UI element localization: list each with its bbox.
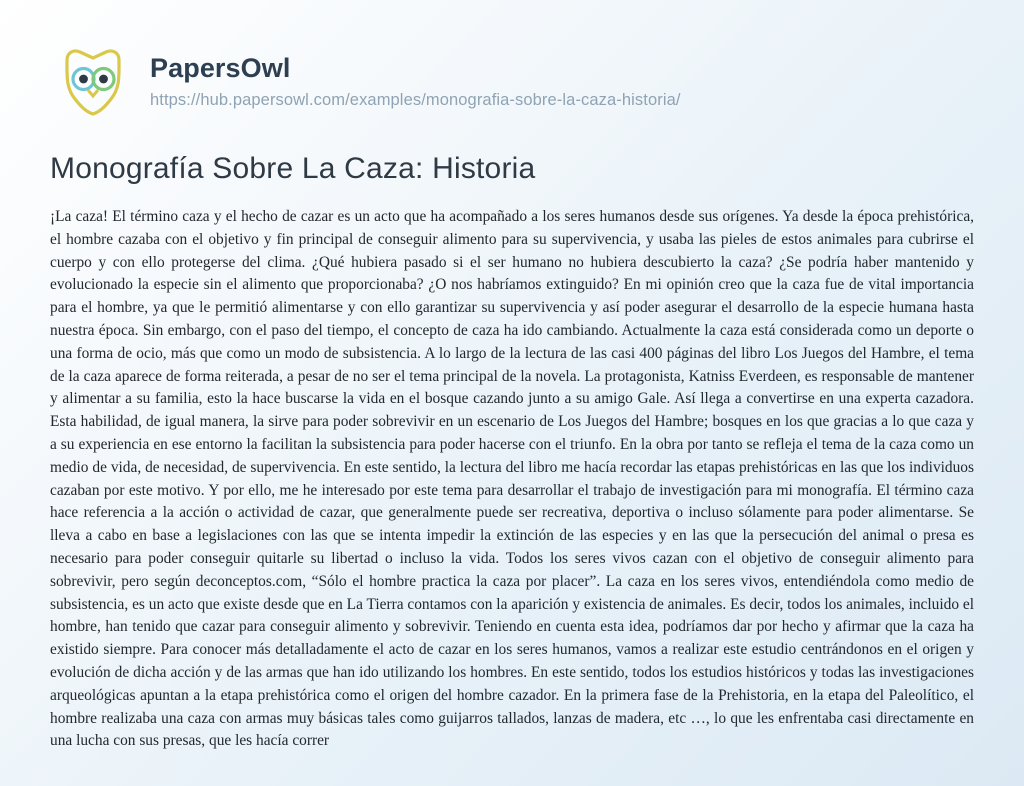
brand-block — [150, 54, 681, 110]
site-header — [48, 46, 976, 118]
page-url[interactable]: https://hub.papersowl.com/examples/monografia-sobre-la-caza-historia/ — [150, 90, 681, 109]
owl-logo-icon — [54, 46, 132, 118]
brand-name: PapersOwl — [150, 53, 291, 84]
page-title: Monografía Sobre La Caza: Historia — [50, 152, 536, 185]
document-body-text: ¡La caza! El término caza y el hecho de cazar es un acto que ha acompañado a los seres humanos desde sus orígenes. Ya desde la época prehistórica, el hombre cazaba con el objetivo y fin principal de conseguir alimento para su supervivencia, y usaba las pieles de estos animales para cubrirse el cuerpo y con ello protegerse del clima. ¿Qué hubiera pasado si el ser humano no hubiera descubierto la caza? ¿Se podría haber mantenido y evolucionado la especie sin el alimento que proporcionaba? ¿O nos habríamos extinguido? En mi opinión creo que la caza fue de vital importancia para el hombre, ya que le permitió alimentarse y con ello garantizar su supervivencia y así poder asegurar el desarrollo de la especie humana hasta nuestra época. Sin embargo, con el paso del tiempo, el concepto de caza ha ido cambiando. Actualmente la caza está considerada como un deporte o una forma de ocio, más que como un modo de subsistencia. A lo largo de la lectura de las casi 400 páginas del libro Los Juegos del Hambre, el tema de la caza aparece de forma reiterada, a pesar de no ser el tema principal de la novela. La protagonista, Katniss Everdeen, es responsable de mantener y alimentar a su familia, esto la hace buscarse la vida en el bosque cazando junto a su amigo Gale. Así llega a convertirse en una experta cazadora. Esta habilidad, de igual manera, la sirve para poder sobrevivir en un escenario de Los Juegos del Hambre; bosques en los que gracias a lo que caza y a su experiencia en ese entorno la facilitan la subsistencia para poder hacerse con el triunfo. En la obra por tanto se refleja el tema de la caza como un medio de vida, de necesidad, de supervivencia. En este sentido, la lectura del libro me hacía recordar las etapas prehistóricas en las que los individuos cazaban por este motivo. Y por ello, me he interesado por este tema para desarrollar el trabajo de investigación para mi monografía. El término caza hace referencia a la acción o actividad de cazar, que generalmente puede ser recreativa, deportiva o incluso sólamente para poder alimentarse. Se lleva a cabo en base a legislaciones con las que se intenta impedir la extinción de las especies y en las que la persecución del animal o presa es necesario para poder conseguir quitarle su libertad o incluso la vida. Todos los seres vivos cazan con el objetivo de conseguir alimento para sobrevivir, pero según deconceptos.com, “Sólo el hombre practica la caza por placer”. La caza en los seres vivos, entendiéndola como medio de subsistencia, es un acto que existe desde que en La Tierra contamos con la aparición y existencia de animales. Es decir, todos los animales, incluido el hombre, han tenido que cazar para conseguir alimento y sobrevivir. Teniendo en cuenta esta idea, podríamos dar por hecho y afirmar que la caza ha existido siempre. Para conocer más detalladamente el acto de cazar en los seres humanos, vamos a realizar este estudio centrándonos en el origen y evolución de dicha acción y de las armas que han ido utilizando los hombres. En este sentido, todos los estudios históricos y todas las investigaciones arqueológicas apuntan a la etapa prehistórica como el origen del hombre cazador. En la primera fase de la Prehistoria, en la etapa del Paleolítico, el hombre realizaba una caza con armas muy básicas tales como guijarros tallados, lanzas de madera, etc …, lo que les enfrentaba casi directamente en una lucha con sus presas, que les hacía correr — [50, 208, 974, 750]
